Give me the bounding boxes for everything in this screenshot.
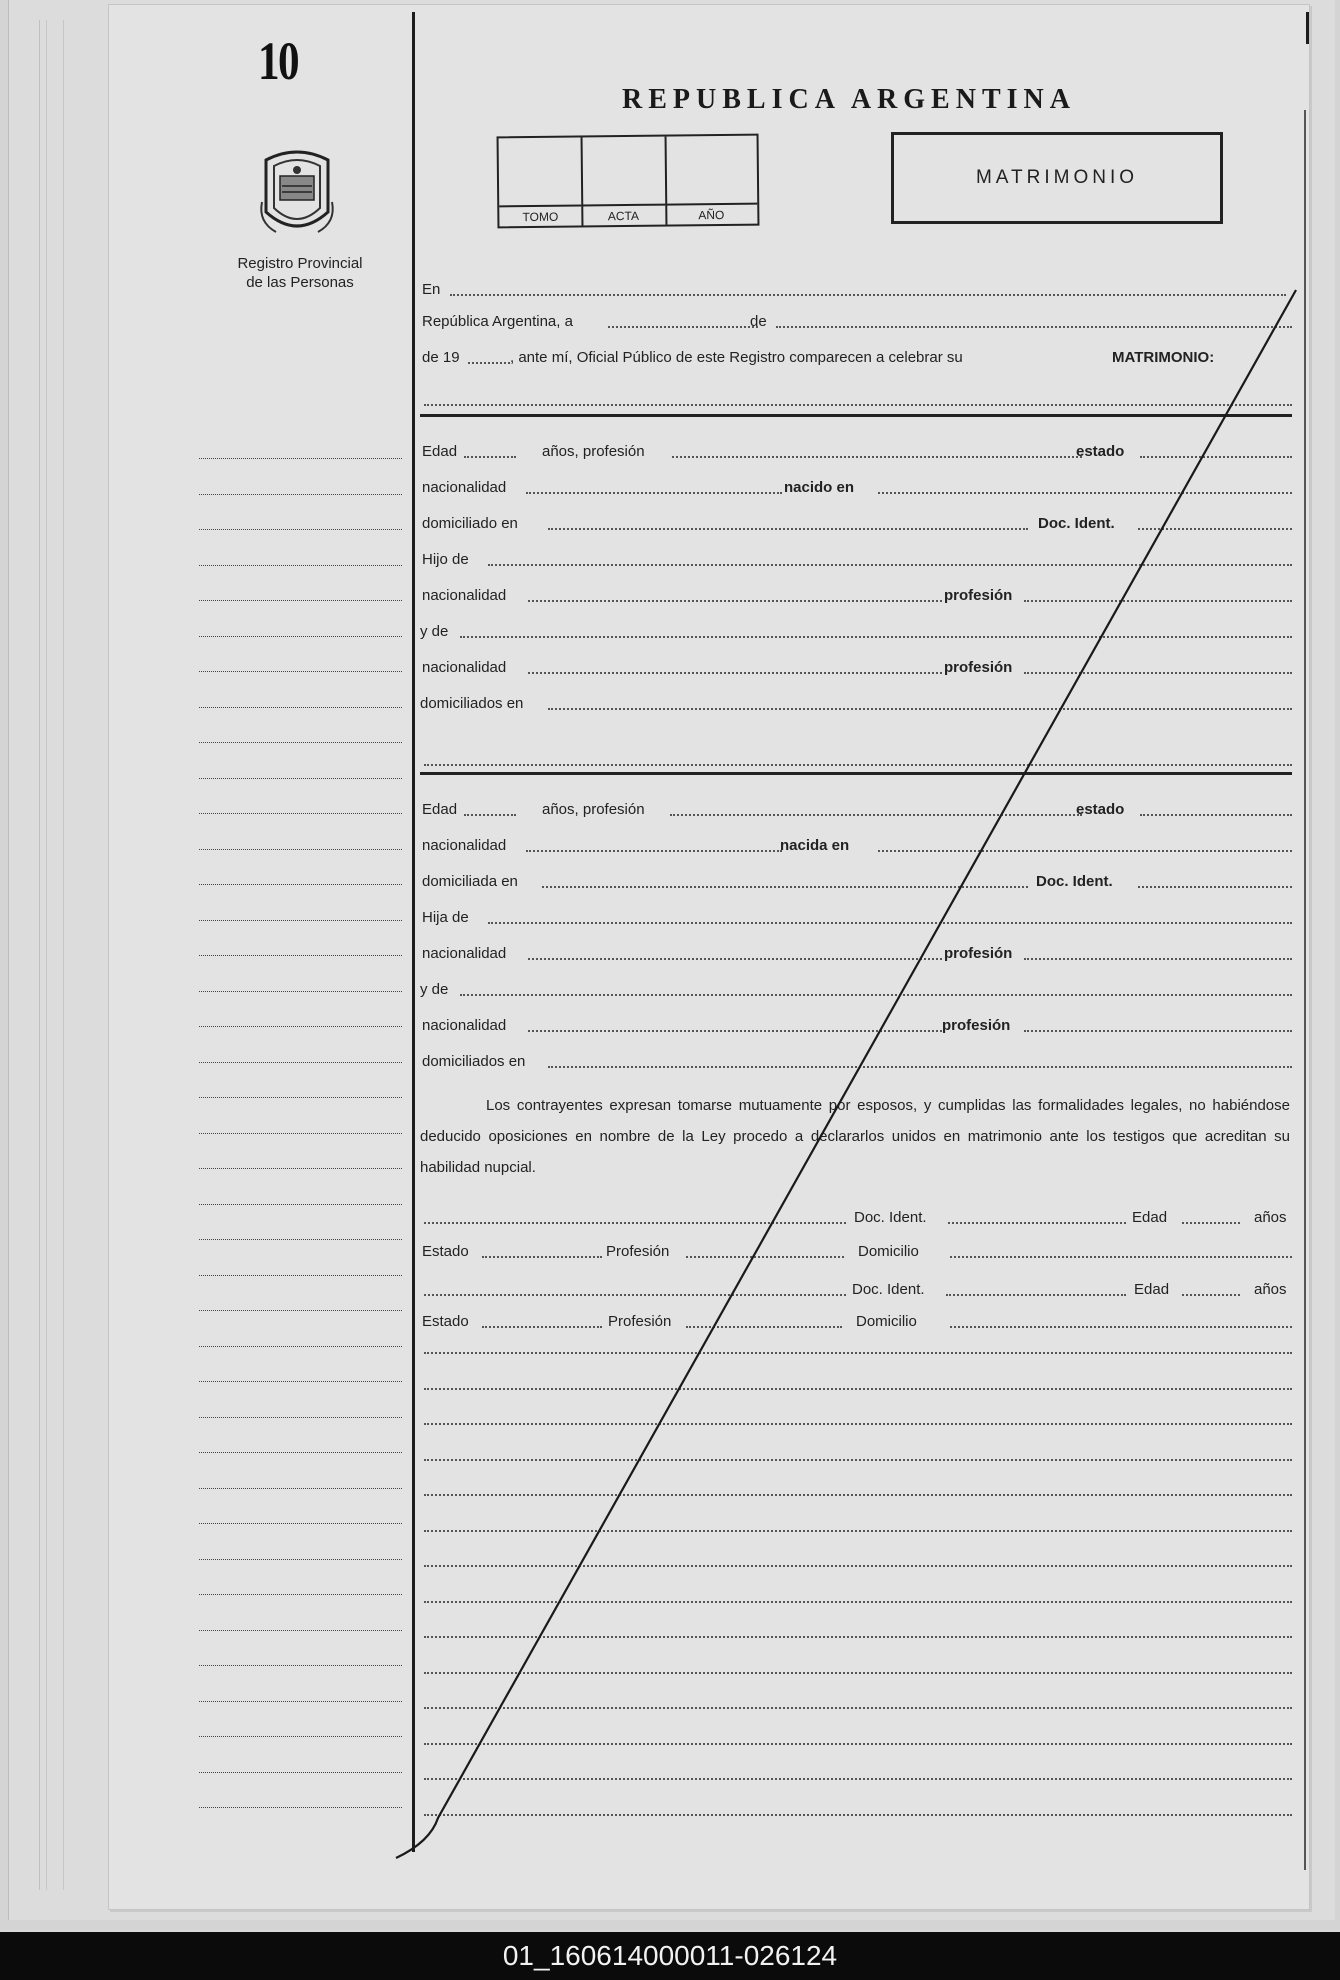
observation-line[interactable]: [424, 1707, 1292, 1709]
margin-note-line[interactable]: [199, 1594, 402, 1595]
witness2-age-field[interactable]: [1182, 1294, 1240, 1296]
bride-mother-profession-field[interactable]: [1024, 1030, 1292, 1032]
bride-civil-status-field[interactable]: [1140, 814, 1292, 816]
margin-note-line[interactable]: [199, 1736, 402, 1737]
document-title: REPUBLICA ARGENTINA: [622, 84, 1076, 115]
groom-row-father-nat: [420, 584, 1292, 606]
margin-note-line[interactable]: [199, 671, 402, 672]
witness1-status-field[interactable]: [482, 1256, 602, 1258]
margin-note-line[interactable]: [199, 1062, 402, 1063]
margin-note-line[interactable]: [199, 565, 402, 566]
witness2-row-estado: [420, 1310, 1292, 1332]
witness1-age-field[interactable]: [1182, 1222, 1240, 1224]
comparecen-label: , ante mí, Oficial Público de este Registro comparecen a celebrar su: [510, 349, 963, 366]
witness1-edad-label: Edad: [1132, 1209, 1168, 1226]
witness1-anos-label: años: [1254, 1209, 1287, 1226]
margin-note-line[interactable]: [199, 529, 402, 530]
declaration-text: Los contrayentes expresan tomarse mutuamente por esposos, y cumplidas las formalidades legales, no habiéndose deducido oposiciones en nombre de la Ley procedo a declararlos unidos en matrimonio ante los testigos que acreditan su habilidad nupcial.: [420, 1097, 1290, 1176]
observation-line[interactable]: [424, 1636, 1292, 1638]
bride-mother-profesion-label: profesión: [942, 1017, 1011, 1034]
margin-note-line[interactable]: [199, 1026, 402, 1027]
witness2-anos-label: años: [1254, 1281, 1287, 1298]
bride-nationality-field[interactable]: [526, 850, 782, 852]
margin-note-line[interactable]: [199, 1807, 402, 1808]
margin-note-line[interactable]: [199, 1275, 402, 1276]
tomo-cell: [499, 137, 584, 226]
margin-note-line[interactable]: [199, 1772, 402, 1773]
groom-row-hijo: [420, 548, 1292, 570]
groom-estado-label: estado: [1076, 443, 1125, 460]
witness1-profesion-label: Profesión: [606, 1243, 670, 1260]
registry-name: [205, 254, 395, 292]
groom-y-de-label: y de: [420, 623, 449, 640]
observation-line[interactable]: [424, 1388, 1292, 1390]
bride-y-de-label: y de: [420, 981, 449, 998]
witness1-doc-field[interactable]: [948, 1222, 1126, 1224]
observation-line[interactable]: [424, 1778, 1292, 1780]
groom-mother-field[interactable]: [460, 636, 1292, 638]
bride-address-field[interactable]: [542, 886, 1028, 888]
margin-note-line[interactable]: [199, 1523, 402, 1524]
margin-note-line[interactable]: [199, 1204, 402, 1205]
bride-row-parents-address: [420, 1050, 1292, 1072]
en-label: En: [422, 281, 441, 298]
witness2-profession-field[interactable]: [686, 1326, 842, 1328]
bride-nacida-label: nacida en: [780, 837, 850, 854]
observation-line[interactable]: [424, 1459, 1292, 1461]
margin-note-line[interactable]: [199, 1346, 402, 1347]
coat-of-arms-icon: [256, 142, 338, 242]
observation-line[interactable]: [424, 1672, 1292, 1674]
observation-line[interactable]: [424, 1530, 1292, 1532]
bride-mother-nationality-label: nacionalidad: [422, 1017, 507, 1034]
margin-note-line[interactable]: [199, 1630, 402, 1631]
margin-note-line[interactable]: [199, 1097, 402, 1098]
declaration-paragraph: [420, 1090, 1290, 1183]
bride-age-field[interactable]: [464, 814, 516, 816]
observation-line[interactable]: [424, 1494, 1292, 1496]
groom-father-profession-field[interactable]: [1024, 600, 1292, 602]
observation-line[interactable]: [424, 1423, 1292, 1425]
registry-line-1: Registro Provincial: [237, 255, 363, 272]
section-divider: [420, 414, 1292, 417]
image-id: 01_160614000011-026124: [502, 1940, 838, 1971]
margin-note-line[interactable]: [199, 458, 402, 459]
witness1-domicilio-label: Domicilio: [858, 1243, 919, 1260]
witness1-row-estado: [420, 1240, 1292, 1262]
groom-row-nacionalidad: [420, 476, 1292, 498]
bride-profession-field[interactable]: [670, 814, 1082, 816]
margin-note-line[interactable]: [199, 1168, 402, 1169]
margin-note-line[interactable]: [199, 1488, 402, 1489]
groom-father-nationality-label: nacionalidad: [422, 587, 507, 604]
right-border-rule: [1304, 110, 1306, 1870]
column-rule: [412, 12, 415, 1852]
bride-hija-label: Hija de: [422, 909, 469, 926]
margin-note-line[interactable]: [199, 1665, 402, 1666]
margin-note-line[interactable]: [199, 849, 402, 850]
ano-cell: [665, 136, 758, 225]
witness1-doc-label: Doc. Ident.: [854, 1209, 927, 1226]
acta-label: ACTA: [581, 204, 665, 224]
margin-note-line[interactable]: [199, 955, 402, 956]
witness1-name-field[interactable]: [424, 1222, 846, 1224]
bride-nacionalidad-label: nacionalidad: [422, 837, 507, 854]
header-row-year: [420, 346, 1292, 368]
groom-row-edad: [420, 440, 1292, 462]
observation-line[interactable]: [424, 1565, 1292, 1567]
bride-row-y-de: [420, 978, 1292, 1000]
groom-father-profesion-label: profesión: [944, 587, 1013, 604]
bride-domiciliada-label: domiciliada en: [422, 873, 518, 890]
groom-profession-field[interactable]: [672, 456, 1082, 458]
header-row-en: [420, 278, 1292, 300]
groom-row-parents-address: [420, 692, 1292, 714]
groom-doc-label: Doc. Ident.: [1038, 515, 1115, 532]
groom-hijo-label: Hijo de: [422, 551, 469, 568]
groom-mother-profesion-label: profesión: [944, 659, 1013, 676]
groom-father-field[interactable]: [488, 564, 1292, 566]
witness1-profession-field[interactable]: [686, 1256, 844, 1258]
page-edge: [63, 20, 70, 1890]
witness2-domicilio-label: Domicilio: [856, 1313, 917, 1330]
margin-note-line[interactable]: [199, 920, 402, 921]
observation-line[interactable]: [424, 1743, 1292, 1745]
margin-note-line[interactable]: [199, 494, 402, 495]
groom-age-field[interactable]: [464, 456, 516, 458]
margin-note-line[interactable]: [199, 1310, 402, 1311]
groom-birthplace-field[interactable]: [878, 492, 1292, 494]
margin-note-line[interactable]: [199, 1381, 402, 1382]
groom-doc-field[interactable]: [1138, 528, 1292, 530]
margin-note-line[interactable]: [199, 1559, 402, 1560]
bride-father-nationality-field[interactable]: [528, 958, 942, 960]
witness1-estado-label: Estado: [422, 1243, 469, 1260]
groom-mother-nationality-field[interactable]: [528, 672, 942, 674]
margin-note-line[interactable]: [199, 1239, 402, 1240]
bride-estado-label: estado: [1076, 801, 1125, 818]
groom-parents-address-field[interactable]: [548, 708, 1292, 710]
margin-note-line[interactable]: [199, 813, 402, 814]
groom-row-y-de: [420, 620, 1292, 642]
witness1-address-field[interactable]: [950, 1256, 1292, 1258]
matrimonio-label: MATRIMONIO:: [1112, 349, 1215, 366]
bride-mother-field[interactable]: [460, 994, 1292, 996]
groom-domiciliado-label: domiciliado en: [422, 515, 518, 532]
margin-note-line[interactable]: [199, 742, 402, 743]
bride-edad-label: Edad: [422, 801, 458, 818]
tomo-label: TOMO: [499, 204, 581, 224]
margin-note-line[interactable]: [199, 707, 402, 708]
groom-address-field[interactable]: [548, 528, 1028, 530]
margin-note-line[interactable]: [199, 778, 402, 779]
margin-note-line[interactable]: [199, 636, 402, 637]
bride-row-mother-nat: [420, 1014, 1292, 1036]
groom-nacido-label: nacido en: [784, 479, 855, 496]
margin-note-line[interactable]: [199, 1452, 402, 1453]
margin-note-line[interactable]: [199, 991, 402, 992]
observation-line[interactable]: [424, 1601, 1292, 1603]
bride-father-profesion-label: profesión: [944, 945, 1013, 962]
groom-mother-profession-field[interactable]: [1024, 672, 1292, 674]
section-divider: [420, 772, 1292, 775]
header-extra-line[interactable]: [424, 404, 1292, 406]
page-number: 10: [258, 31, 298, 91]
margin-note-line[interactable]: [199, 600, 402, 601]
bride-domiciliados-label: domiciliados en: [422, 1053, 526, 1070]
image-id-bar: [0, 1932, 1340, 1980]
witness2-row-name: [420, 1278, 1292, 1300]
de-label: de: [750, 313, 767, 330]
groom-nacionalidad-label: nacionalidad: [422, 479, 507, 496]
registry-line-2: de las Personas: [246, 274, 354, 291]
de19-label: de 19: [422, 349, 460, 366]
acta-cell: [581, 137, 668, 226]
groom-mother-nationality-label: nacionalidad: [422, 659, 507, 676]
bride-father-profession-field[interactable]: [1024, 958, 1292, 960]
bride-row-domicilio: [420, 870, 1292, 892]
groom-father-nationality-field[interactable]: [528, 600, 942, 602]
groom-edad-label: Edad: [422, 443, 458, 460]
margin-note-line[interactable]: [199, 884, 402, 885]
observation-line[interactable]: [424, 1814, 1292, 1816]
margin-note-line[interactable]: [199, 1701, 402, 1702]
header-row-date: [420, 310, 1292, 332]
page-edge: [39, 20, 47, 1890]
republica-label: República Argentina, a: [422, 313, 573, 330]
top-right-mark: [1306, 12, 1309, 44]
witness2-estado-label: Estado: [422, 1313, 469, 1330]
bride-row-nacionalidad: [420, 834, 1292, 856]
witness1-row-name: [420, 1206, 1292, 1228]
groom-nationality-field[interactable]: [526, 492, 782, 494]
bride-father-nationality-label: nacionalidad: [422, 945, 507, 962]
witness2-status-field[interactable]: [482, 1326, 602, 1328]
margin-note-line[interactable]: [199, 1133, 402, 1134]
groom-anos-profesion-label: años, profesión: [542, 443, 645, 460]
groom-row-domicilio: [420, 512, 1292, 534]
bride-anos-profesion-label: años, profesión: [542, 801, 645, 818]
groom-row-mother-nat: [420, 656, 1292, 678]
witness2-name-field[interactable]: [424, 1294, 846, 1296]
groom-domiciliados-label: domiciliados en: [420, 695, 524, 712]
bride-birthplace-field[interactable]: [878, 850, 1292, 852]
bride-doc-label: Doc. Ident.: [1036, 873, 1113, 890]
bride-row-father-nat: [420, 942, 1292, 964]
bride-row-edad: [420, 798, 1292, 820]
witness2-doc-field[interactable]: [946, 1294, 1126, 1296]
witness2-profesion-label: Profesión: [608, 1313, 672, 1330]
margin-note-line[interactable]: [199, 1417, 402, 1418]
ano-label: AÑO: [665, 203, 757, 223]
witness2-doc-label: Doc. Ident.: [852, 1281, 925, 1298]
reference-table: [497, 134, 760, 229]
witness2-edad-label: Edad: [1134, 1281, 1170, 1298]
act-type-box: MATRIMONIO: [891, 132, 1223, 224]
bride-row-hija: [420, 906, 1292, 928]
groom-extra-line[interactable]: [424, 764, 1292, 766]
place-field[interactable]: [450, 294, 1286, 296]
witness2-address-field[interactable]: [950, 1326, 1292, 1328]
bride-father-field[interactable]: [488, 922, 1292, 924]
groom-civil-status-field[interactable]: [1140, 456, 1292, 458]
year-field[interactable]: [468, 362, 510, 364]
bride-mother-nationality-field[interactable]: [528, 1030, 942, 1032]
bride-doc-field[interactable]: [1138, 886, 1292, 888]
day-field[interactable]: [608, 326, 758, 328]
observation-line[interactable]: [424, 1352, 1292, 1354]
bride-parents-address-field[interactable]: [548, 1066, 1292, 1068]
month-field[interactable]: [776, 326, 1292, 328]
